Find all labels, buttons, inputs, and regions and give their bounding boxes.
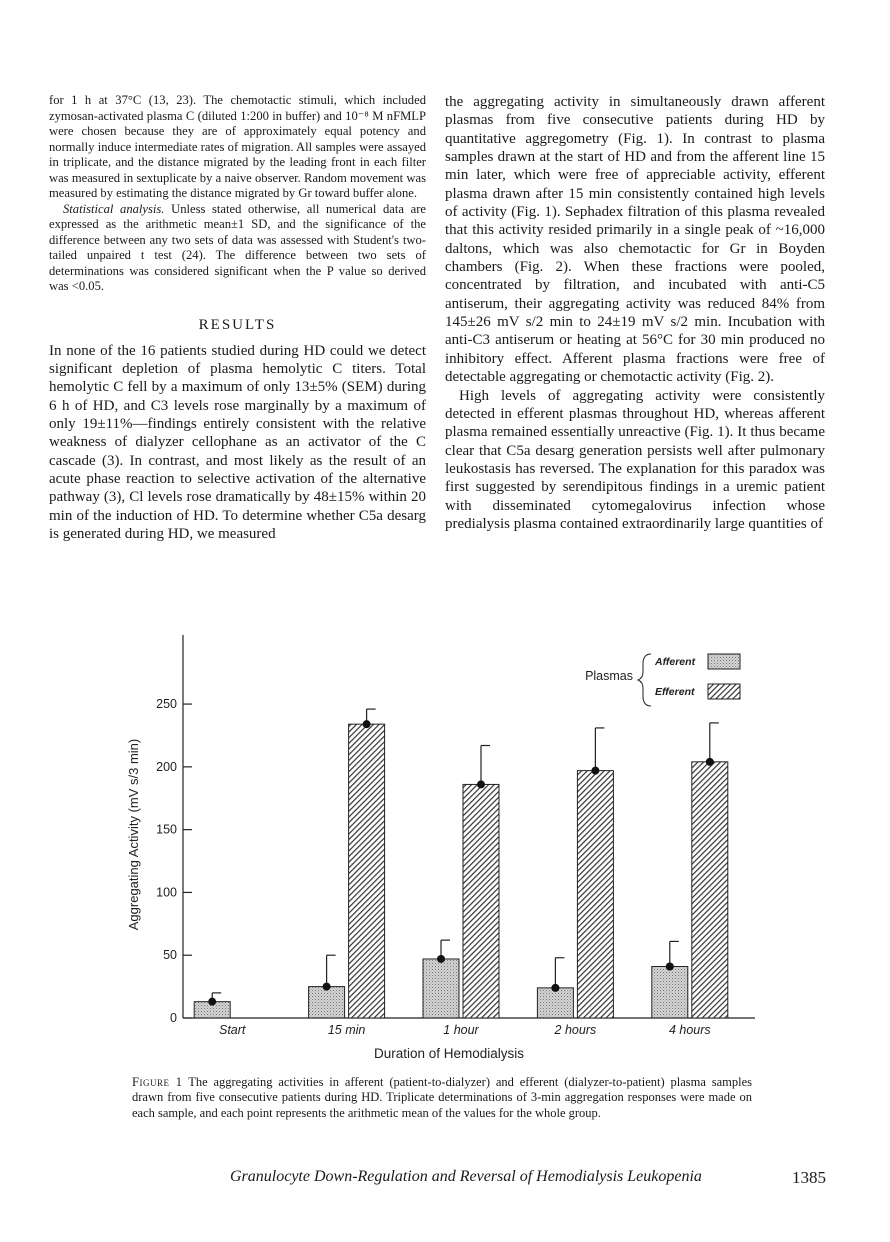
y-tick-label: 0 — [170, 1011, 177, 1025]
mean-point — [208, 998, 216, 1006]
legend-swatch-afferent — [708, 654, 740, 669]
efferent-bar — [349, 724, 385, 1018]
y-tick-label: 50 — [163, 948, 177, 963]
x-tick-label: 2 hours — [554, 1023, 597, 1037]
statistical-analysis-text: Unless stated otherwise, all numerical data are expressed as the arithmetic mean±1 SD, and the significance of the difference between any two sets of data was assessed with Student's two-tailed unpaired t test (24). The difference between two sets of determinations was considered significant when the P value so derived was <0.05. — [49, 201, 427, 293]
right-text-column — [445, 93, 825, 533]
page-footer — [230, 1168, 826, 1186]
y-tick-label: 250 — [156, 697, 177, 712]
mean-point — [363, 720, 371, 728]
legend-swatch-efferent — [708, 684, 740, 699]
efferent-bar — [463, 784, 499, 1018]
afferent-bar — [423, 959, 459, 1018]
statistical-analysis-paragraph — [49, 202, 426, 295]
figure-caption — [132, 1075, 752, 1121]
x-axis-label: Duration of Hemodialysis — [373, 1046, 525, 1061]
legend-label-afferent: Afferent — [655, 656, 696, 668]
page-number: 1385 — [792, 1168, 826, 1187]
figure-1 — [105, 630, 825, 1070]
left-text-column — [49, 93, 426, 543]
chart-bars — [194, 709, 728, 1018]
y-tick-label: 200 — [156, 759, 177, 774]
afferent-bar — [537, 988, 573, 1018]
legend-title: Plasmas — [585, 669, 633, 683]
x-tick-label: Start — [218, 1023, 246, 1037]
aggregometry-paragraph: the aggregating activity in simultaneously drawn afferent plasmas from five consecutive patients during HD by quantitative aggregometry (Fig. 1). In contrast to plasma samples drawn at the start of HD and from the afferent line 15 min later, which were free of appreciable activity, efferent plasma drawn after 15 min consistently contained high levels of activity (Fig. 1). Sephadex filtration of this plasma revealed that this activity resided primarily in a single peak of ~16,000 daltons, which was also chemotactic for Gr in Boyden chambers (Fig. 2). When these fractions were pooled, concentrated by filtration, and incubated with anti-C5 antiserum, their aggregating activity was reduced 84% from 145±26 mV s/2 min to 24±19 mV s/2 min. Incubation with anti-C3 antiserum or heating at 56°C for 30 min produced no inhibitory effect. Afferent plasma fractions were free of detectable aggregating or chemotactic activity (Fig. 2). — [445, 94, 825, 386]
legend-label-efferent: Efferent — [655, 686, 695, 698]
efferent-paragraph: High levels of aggregating activity were consistently detected in efferent plasmas throughout HD, whereas afferent plasma remained essentially unreactive (Fig. 1). It thus became clear that C5a desarg generation persists well after pulmonary leukostasis has reversed. The explanation for this paradox was first suggested by serendipitous findings in a uremic patient with disseminated cytomegalovirus infection whose predialysis plasma contained extraordinarily large quantities of — [445, 387, 825, 532]
afferent-bar — [652, 967, 688, 1018]
efferent-bar — [577, 771, 613, 1018]
x-tick-label: 15 min — [327, 1023, 366, 1037]
caption-label: Figure 1 — [132, 1075, 183, 1089]
chart-legend — [585, 654, 740, 706]
aggregating-activity-chart — [105, 630, 825, 1070]
x-tick-label: 4 hours — [668, 1023, 711, 1037]
results-heading: RESULTS — [198, 316, 277, 333]
x-tick-label: 1 hour — [443, 1023, 479, 1037]
y-axis-label: Aggregating Activity (mV s/3 min) — [126, 738, 141, 931]
mean-point — [706, 758, 714, 766]
y-tick-label: 100 — [156, 885, 177, 900]
mean-point — [551, 984, 559, 992]
mean-point — [437, 955, 445, 963]
statistical-analysis-label: Statistical analysis. — [63, 201, 165, 216]
results-paragraph: In none of the 16 patients studied during HD could we detect significant depletion of plasma hemolytic C titers. Total hemolytic C fell by a maximum of only 13±5% (SEM) during 6 h of HD, and C3 levels rose marginally by a maximum of only 19±11%—findings entirely consistent with the relative weakness of dialyzer cellophane as an activator of the C cascade (3). In contrast, and most likely as the result of an acute phase reaction to selective activation of the alternative pathway (3), Cl levels rose dramatically by 48±15% within 20 min of the induction of HD. To determine whether C5a desarg is generated during HD, we measured — [49, 342, 426, 542]
mean-point — [477, 780, 485, 788]
caption-text: The aggregating activities in afferent (patient-to-dialyzer) and efferent (dialyzer-to-patient) plasma samples drawn from five consecutive patients during HD. Triplicate determinations of 3-min aggregation responses were made on each sample, and each point represents the arithmetic mean of the values for the whole group. — [132, 1075, 753, 1120]
methods-paragraph: for 1 h at 37°C (13, 23). The chemotactic stimuli, which included zymosan-activated plasma C (diluted 1:200 in buffer) and 10⁻⁸ M nFMLP were chosen because they are of approximately equal potency and normally induce intermediate rates of migration. All samples were assayed in triplicate, and the distance migrated by the leading front in each filter was measured in sextuplicate by a naive observer. Random movement was measured by estimating the distance migrated by Gr toward buffer alone. — [49, 93, 426, 200]
efferent-bar — [692, 762, 728, 1018]
y-tick-label: 150 — [156, 822, 177, 837]
mean-point — [323, 983, 331, 991]
afferent-bar — [309, 987, 345, 1018]
legend-brace — [638, 654, 651, 706]
running-title: Granulocyte Down-Regulation and Reversal of Hemodialysis Leukopenia — [230, 1168, 702, 1185]
mean-point — [591, 767, 599, 775]
mean-point — [666, 963, 674, 971]
